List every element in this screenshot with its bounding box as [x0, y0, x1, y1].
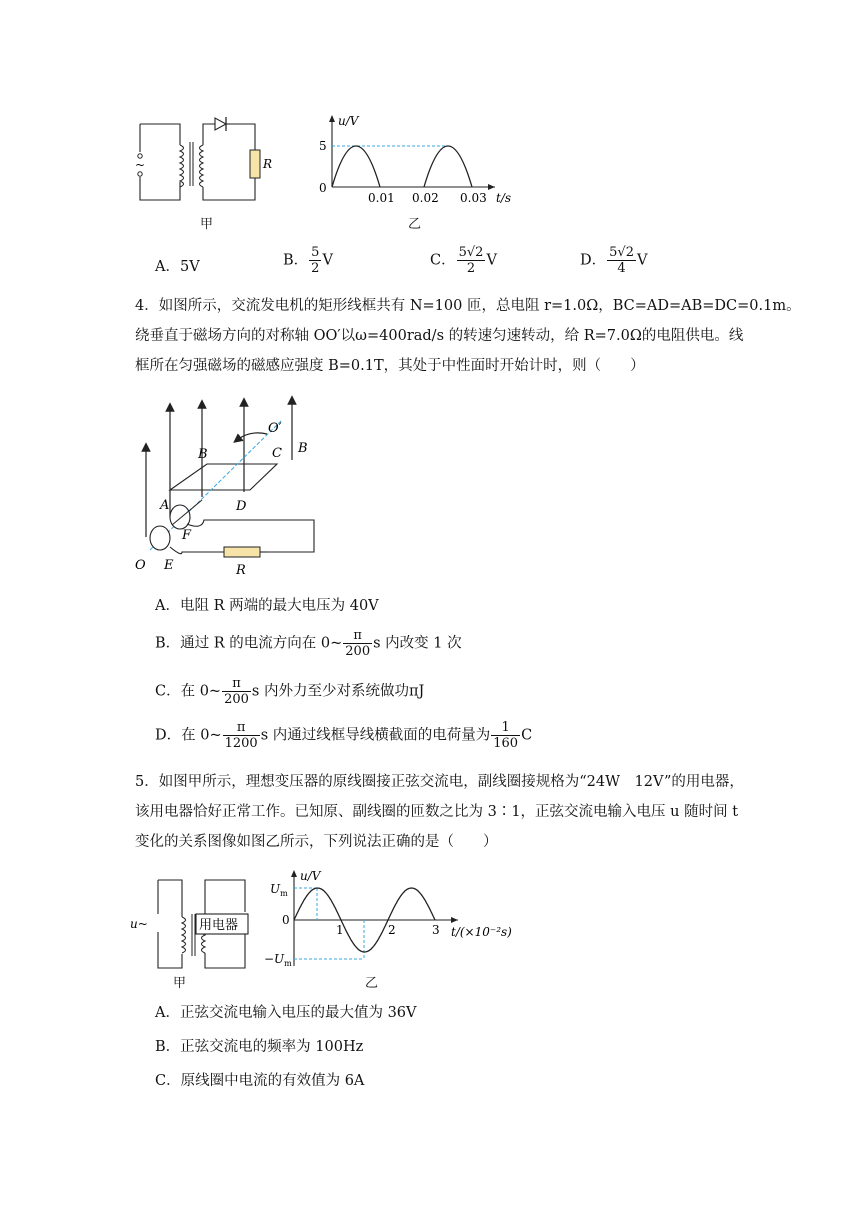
q4-label-e: E — [164, 558, 174, 573]
q4-label-f: F — [182, 528, 192, 543]
q5-graph-um: $U_m$ — [270, 882, 288, 898]
q5-stem-line-2: 该用电器恰好正常工作。已知原、副线圈的匝数之比为 3∶1，正弦交流电输入电压 u 随时间 t — [135, 804, 739, 820]
q5-graph-yi — [264, 866, 528, 976]
q3-graph-xlabel: t/s — [496, 191, 512, 205]
q3-graph-xtick-2: 0.02 — [412, 191, 439, 205]
q5-option-a: A．正弦交流电输入电压的最大值为 36V — [155, 1005, 417, 1021]
q3-option-b: B． $\frac{5}{2}$ V — [283, 245, 333, 276]
q4-label-b: B — [198, 447, 208, 462]
q4-label-a: A — [160, 498, 170, 513]
q3-graph-origin: 0 — [319, 181, 327, 195]
q5-stem-line-1: 5．如图甲所示，理想变压器的原线圈接正弦交流电，副线圈接规格为“24W 12V”的用电器， — [135, 774, 744, 790]
q4-label-r: R — [236, 563, 246, 578]
q5-option-c: C．原线圈中电流的有效值为 6A — [155, 1073, 365, 1089]
q3-graph-xtick-3: 0.03 — [460, 191, 487, 205]
q5-stem-line-3: 变化的关系图像如图乙所示，下列说法正确的是（ ） — [135, 834, 498, 850]
q5-device-label: 用电器 — [199, 918, 239, 933]
q4-stem-line-3: 框所在匀强磁场的磁感应强度 B=0.1T，其处于中性面时开始计时，则（ ） — [135, 358, 645, 374]
q3-option-d: D． $\frac{5√2}{4}$ V — [580, 245, 648, 276]
q5-fig-yi-caption: 乙 — [365, 976, 379, 991]
q5-graph-ylabel: u/V — [300, 869, 321, 883]
q3-graph-ylabel: u/V — [338, 114, 359, 128]
q5-transformer-jia — [130, 872, 260, 982]
q4-stem-line-1: 4．如图所示，交流发电机的矩形线框共有 N=100 匝，总电阻 r=1.0Ω，BC=AD=AB=DC=0.1m。 — [135, 298, 801, 314]
q3-graph-xtick-1: 0.01 — [368, 191, 395, 205]
q4-generator-figure — [132, 392, 332, 577]
q5-graph-neg-um: $-U_m$ — [264, 952, 292, 968]
q4-label-b-field: B — [298, 441, 308, 456]
q4-option-b: B．通过 R 的电流方向在 0~ $\frac{\pi}{200}$ s 内改变 1 次 — [155, 628, 462, 659]
q5-graph-xtick-1: 1 — [336, 923, 344, 937]
q3-option-a: A．5V — [155, 259, 200, 275]
q5-source-label: u~ — [130, 917, 148, 931]
q3-option-c: C． $\frac{5√2}{2}$ V — [430, 245, 497, 276]
q4-label-o-prime: O′ — [268, 421, 282, 436]
q4-option-d: D．在 0~ $\frac{\pi}{1200}$ s 内通过线框导线横截面的电荷量为 $\frac{1}{160}$ C — [155, 720, 533, 751]
q4-option-c: C．在 0~ $\frac{\pi}{200}$ s 内外力至少对系统做功πJ — [155, 676, 425, 707]
q5-fig-jia-caption: 甲 — [173, 976, 187, 991]
q4-option-a: A．电阻 R 两端的最大电压为 40V — [155, 598, 379, 614]
q3-source-symbol: ~ — [135, 158, 146, 172]
q5-graph-origin: 0 — [282, 913, 290, 927]
q3-fig-yi-caption: 乙 — [408, 217, 422, 232]
q3-graph-yi — [310, 112, 520, 207]
q4-label-c: C — [272, 446, 282, 461]
q4-label-o: O — [135, 558, 146, 573]
q3-fig-jia-caption: 甲 — [200, 217, 214, 232]
q3-resistor-label: R — [263, 157, 273, 171]
q3-circuit-jia — [135, 112, 275, 207]
q5-graph-xtick-3: 3 — [432, 923, 440, 937]
q4-stem-line-2: 绕垂直于磁场方向的对称轴 OO′以ω=400rad/s 的转速匀速转动，给 R=7.0Ω的电阻供电。线 — [135, 328, 744, 344]
q5-graph-xtick-2: 2 — [388, 923, 396, 937]
q5-graph-xlabel: t/(×10⁻²s) — [451, 925, 512, 939]
q3-graph-ytick: 5 — [319, 139, 327, 153]
q4-label-d: D — [236, 499, 247, 514]
q5-option-b: B．正弦交流电的频率为 100Hz — [155, 1039, 364, 1055]
